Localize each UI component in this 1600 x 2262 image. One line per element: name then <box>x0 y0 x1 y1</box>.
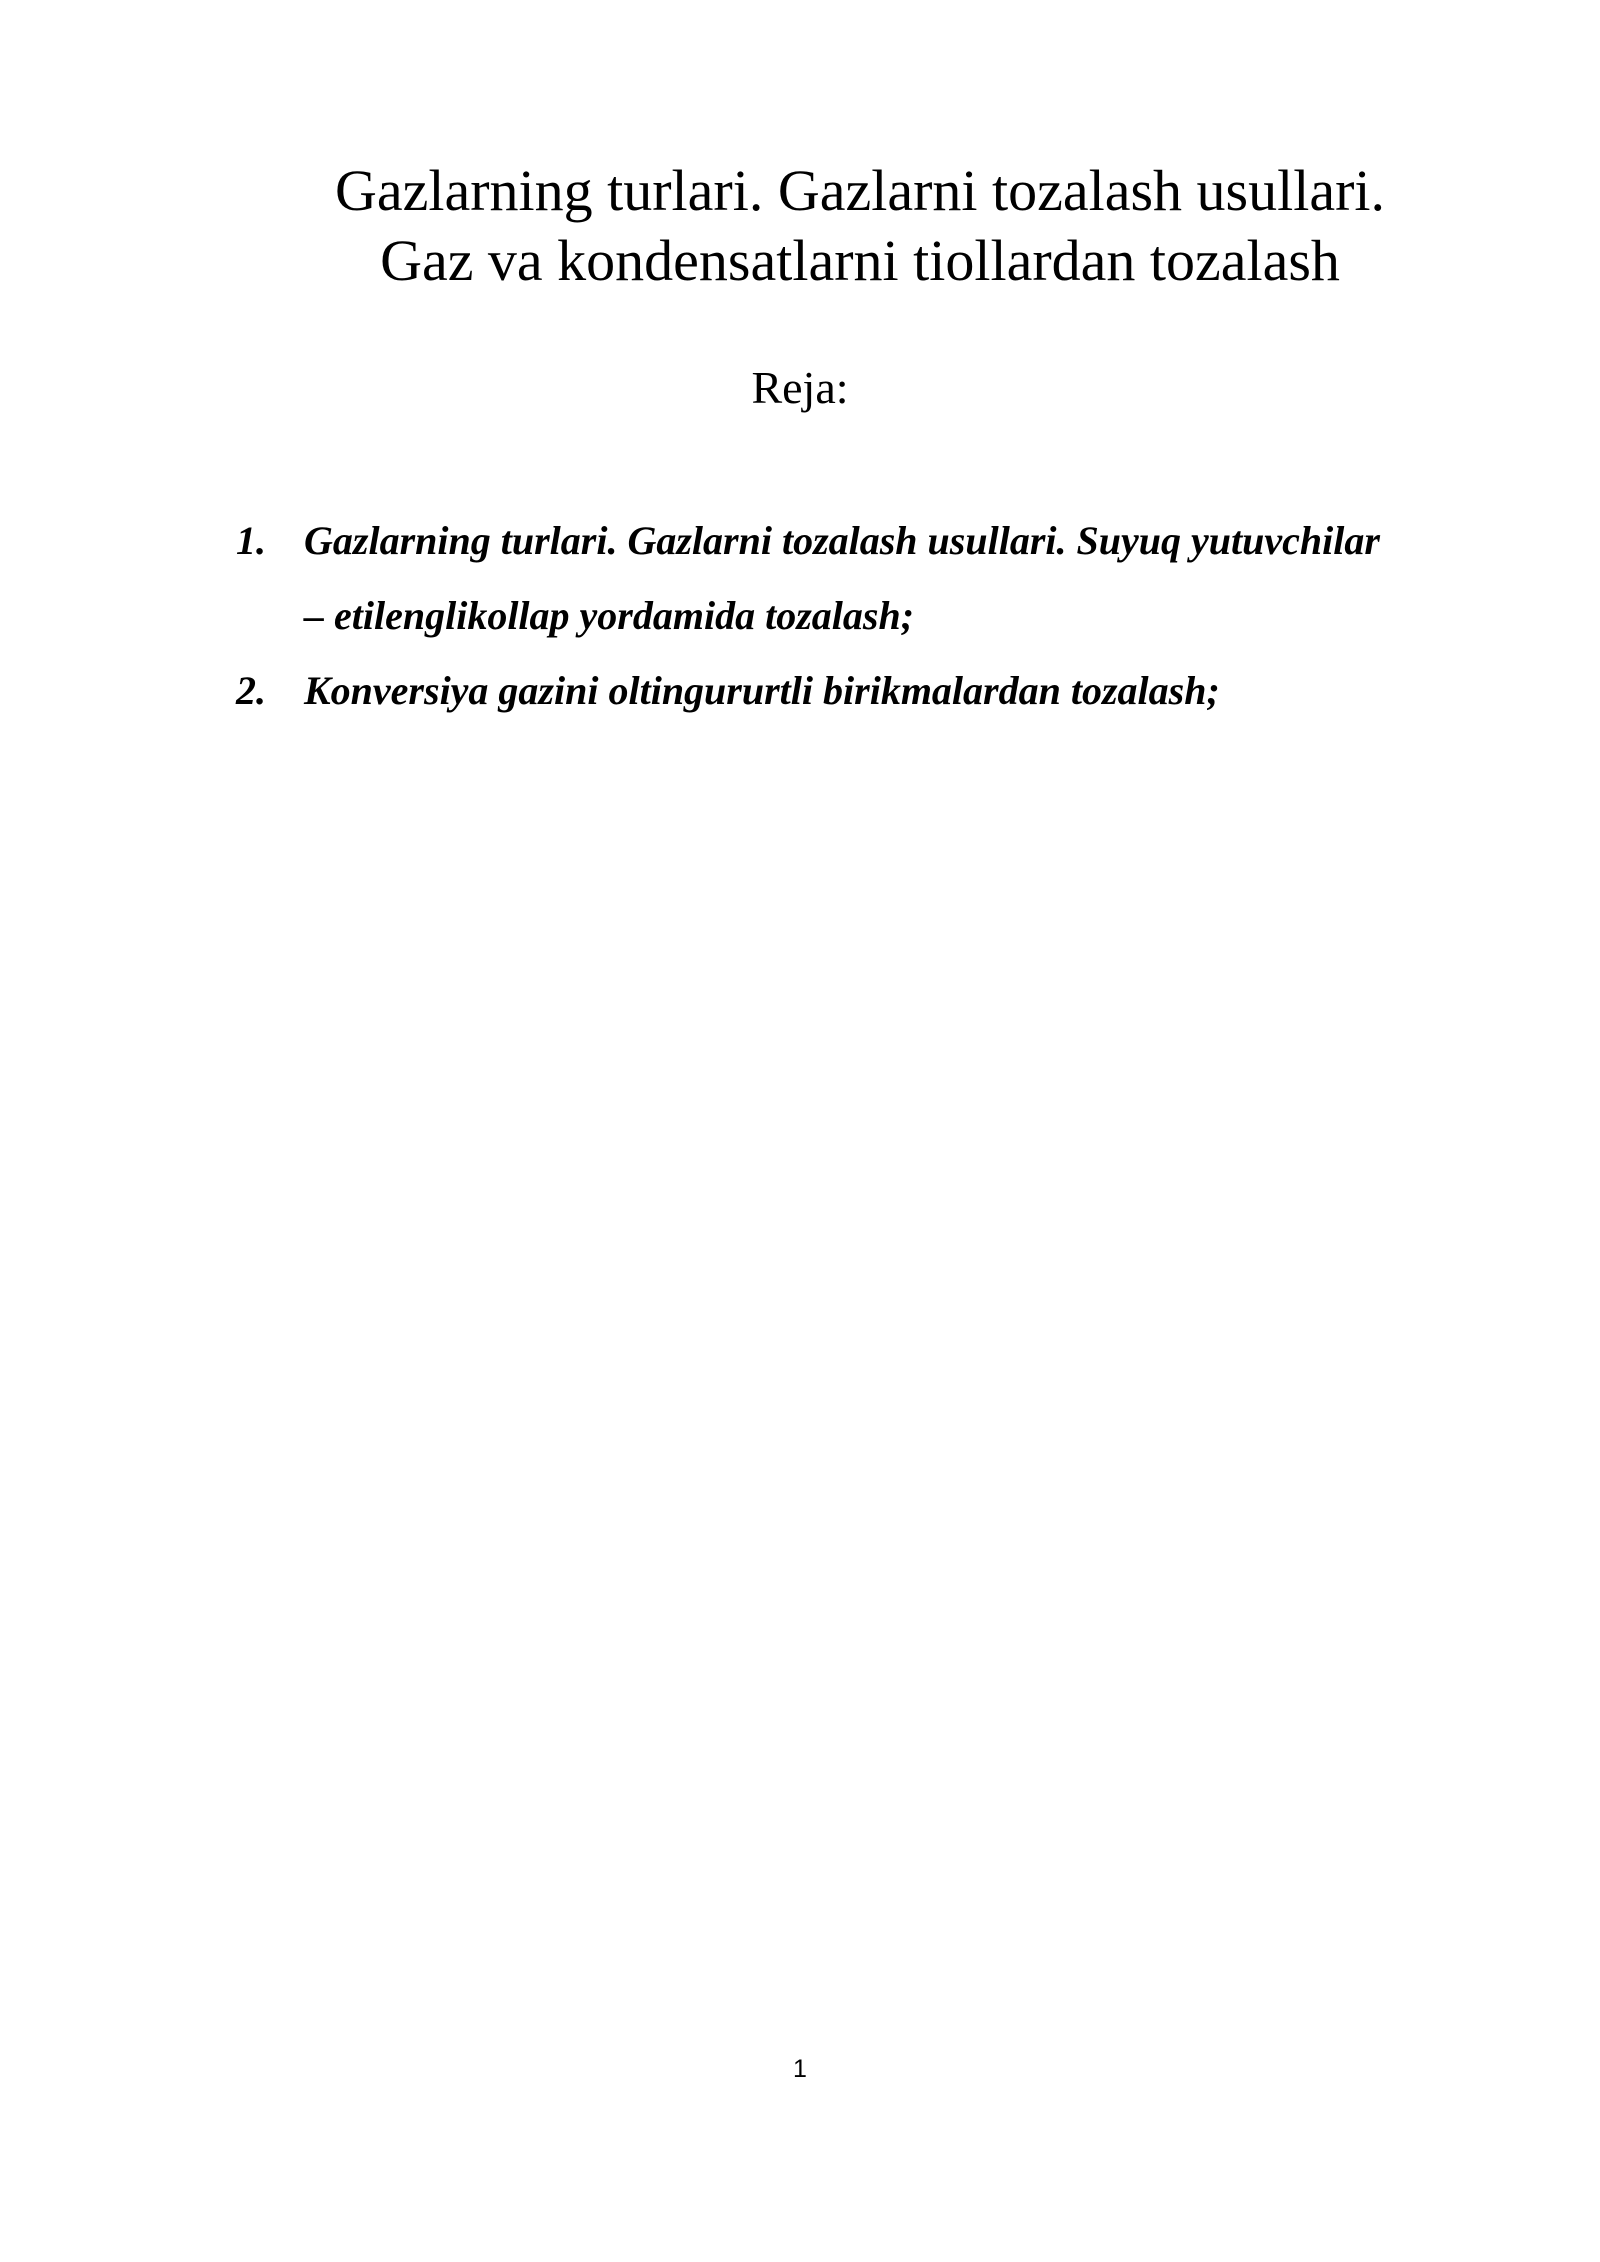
document-title-line-2: Gaz va kondensatlarni tiollardan tozalash <box>380 228 1340 293</box>
plan-heading: Reja: <box>751 362 849 413</box>
plan-item-1 <box>236 503 1486 653</box>
plan-item-text-line-1: Konversiya gazini oltingururtli birikmalardan tozalash; <box>304 668 1220 713</box>
plan-item-text-line-2: – etilenglikollap yordamida tozalash; <box>304 593 915 638</box>
plan-item-text-line-1: Gazlarning turlari. Gazlarni tozalash usullari. Suyuq yutuvchilar <box>304 518 1380 563</box>
plan-item-2 <box>236 653 1486 728</box>
page-number: 1 <box>793 2055 807 2083</box>
document-title-line-1: Gazlarning turlari. Gazlarni tozalash usullari. <box>334 158 1386 223</box>
plan-item-number: 2. <box>236 668 266 713</box>
plan-list <box>236 503 1486 728</box>
plan-item-number: 1. <box>236 518 266 563</box>
